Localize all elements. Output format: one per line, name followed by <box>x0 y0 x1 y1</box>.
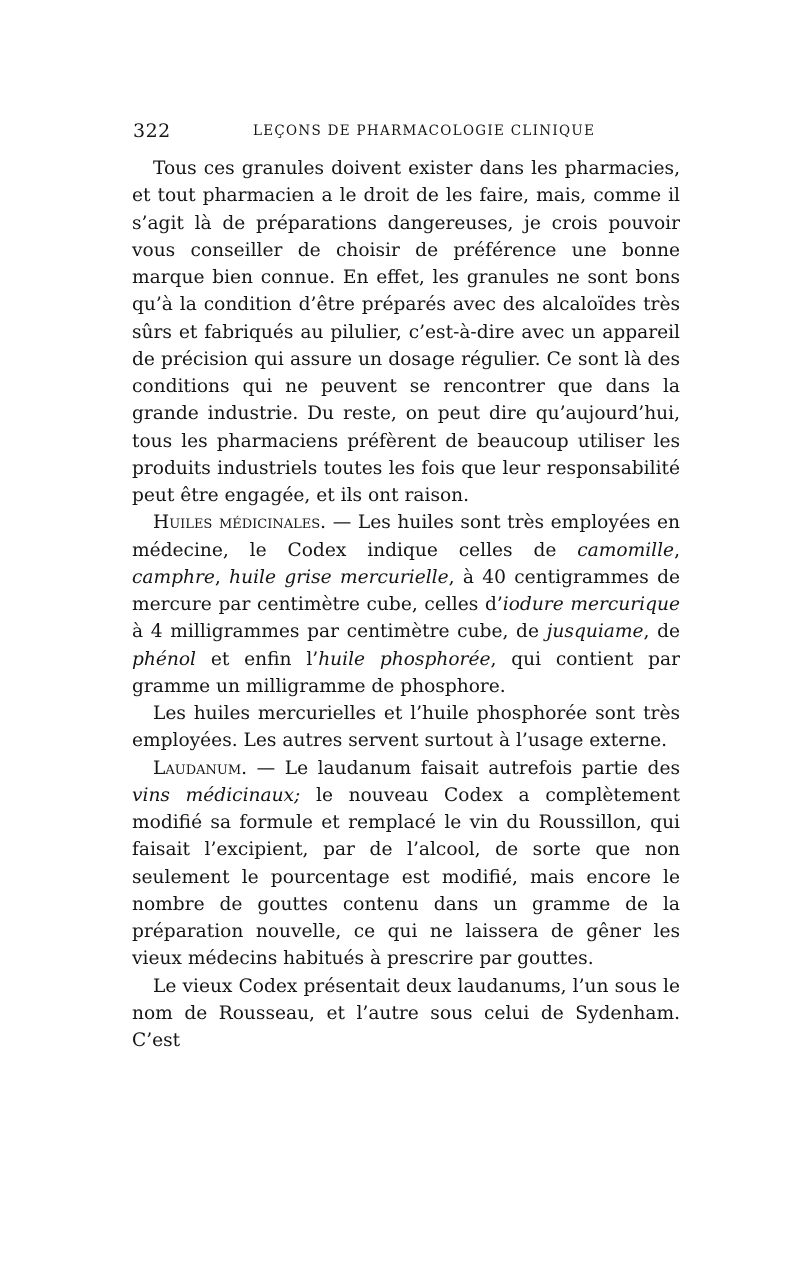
text-segment: à 4 milligrammes par centimètre cube, de <box>132 621 547 643</box>
italic-term: vins médicinaux; <box>132 784 301 806</box>
text-segment: le nouveau Codex a complètement modifié sa formule et remplacé le vin du Roussillon, qui faisait l’excipient, par de l’alcool, de sorte que non seulement le pourcentage est modifié, mais encore le nombre de gouttes contenu dans un gramme de la préparation nouvelle, ce qui ne laissera de gêner les vieux médecins habitués à prescrire par gouttes. <box>132 784 680 970</box>
text-segment: , à 40 centigrammes de mercure par centimètre cube, celles d’ <box>132 566 680 615</box>
page-header <box>133 120 683 144</box>
section-heading-laudanum: Laudanum. <box>153 757 248 779</box>
text-segment: et enfin l’ <box>196 648 319 670</box>
text-segment: — Les huiles sont très employées en médecine, le Codex indique celles de <box>132 512 680 561</box>
paragraph-granules: Tous ces granules doivent exister dans les pharmacies, et tout pharmacien a le droit de les faire, mais, comme il s’agit là de préparations dangereuses, je crois pouvoir vous conseiller de choisir de préférence une bonne marque bien connue. En effet, les granules ne sont bons qu’à la condition d’être préparés avec des alcaloïdes très sûrs et fabriqués au pilulier, c’est-à-dire avec un appareil de précision qui assure un dosage régulier. Ce sont là des conditions qui ne peuvent se rencontrer que dans la grande industrie. Du reste, on peut dire qu’aujourd’hui, tous les pharmaciens préfèrent de beaucoup utiliser les produits industriels toutes les fois que leur responsabilité peut être engagée, et ils ont raison. <box>132 158 680 506</box>
italic-term: camomille <box>577 539 675 561</box>
text-segment: , <box>214 566 230 588</box>
italic-term: iodure mercurique <box>502 594 681 615</box>
italic-term: huile grise mercurielle <box>229 566 449 588</box>
text-segment: , qui contient par gramme un milligramme de phosphore. <box>132 648 681 697</box>
section-heading-huiles: Huiles médicinales. <box>153 512 327 534</box>
text-segment: — Le laudanum faisait autrefois partie des <box>247 757 680 779</box>
running-title: LEÇONS DE PHARMACOLOGIE CLINIQUE <box>253 123 596 139</box>
paragraph-laudanum <box>132 755 680 973</box>
paragraph-huiles-medicinales <box>132 509 680 700</box>
text-segment: , <box>674 539 680 561</box>
page-number: 322 <box>133 120 171 142</box>
body-text <box>132 155 680 1054</box>
italic-term: phénol <box>132 648 196 670</box>
paragraph-vieux-codex: Le vieux Codex présentait deux laudanums, l’un sous le nom de Rousseau, et l’autre sous celui de Sydenham. C’est <box>132 975 680 1051</box>
italic-term: camphre <box>132 566 215 588</box>
italic-term: jusquiame <box>546 621 644 643</box>
paragraph-huiles-usage: Les huiles mercurielles et l’huile phosphorée sont très employées. Les autres servent surtout à l’usage externe. <box>132 703 680 752</box>
italic-term: huile phosphorée <box>318 648 491 670</box>
text-segment: , de <box>643 621 680 643</box>
